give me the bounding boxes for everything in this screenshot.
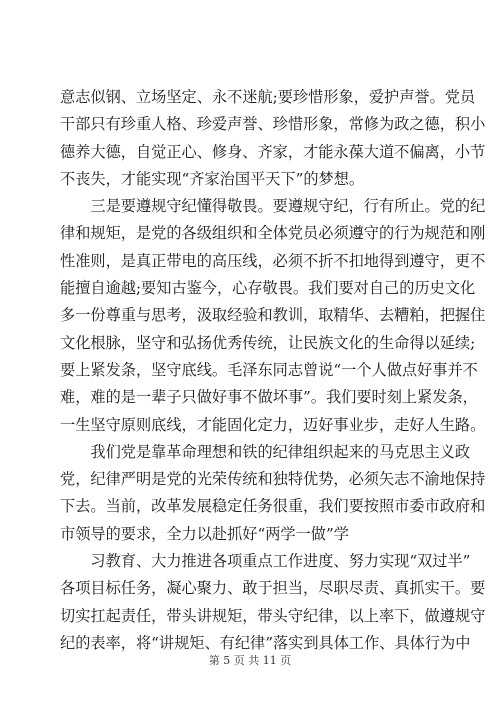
text-line: 德养大德，自觉正心、修身、齐家，才能永葆大道不偏离，小节: [60, 142, 486, 161]
text-line: 切实扛起责任，带头讲规矩，带头守纪律，以上率下，做遵规守: [60, 606, 486, 625]
text-line: 市领导的要求，全力以赴抓好“两学一做”学: [60, 524, 349, 543]
text-line: 下去。当前，改革发展稳定任务很重，我们要按照市委市政府和: [60, 497, 486, 516]
text-line: 三是要遵规守纪懂得敬畏。要遵规守纪，行有所止。党的纪: [60, 197, 486, 216]
text-line: 我们党是靠革命理想和铁的纪律组织起来的马克思主义政: [60, 442, 471, 461]
text-line: 各项目标任务，凝心聚力、敢于担当，尽职尽责、真抓实干。要: [60, 579, 486, 598]
text-line: 党，纪律严明是党的光荣传统和独特优势，必须矢志不渝地保持: [60, 470, 486, 489]
text-line: 习教育、大力推进各项重点工作进度、努力实现“双过半”: [60, 552, 471, 571]
body-text: [60, 84, 486, 657]
text-line: 能擅自逾越;要知古鉴今，心存敬畏。我们要对自己的历史文化: [60, 279, 476, 298]
text-line: 难，难的是一辈子只做好事不做坏事”。我们要时刻上紧发条，: [60, 388, 478, 407]
text-line: 干部只有珍重人格、珍爱声誉、珍惜形象，常修为政之德，积小: [60, 115, 486, 134]
text-line: 要上紧发条，坚守底线。毛泽东同志曾说“一个人做点好事并不: [60, 360, 478, 379]
page-footer: 第 5 页 共 11 页: [208, 654, 292, 667]
text-line: 性准则，是真正带电的高压线，必须不折不扣地得到遵守，更不: [60, 251, 486, 270]
text-line: 一生坚守原则底线，才能固化定力，迈好事业步，走好人生路。: [60, 415, 486, 434]
text-line: 文化根脉，坚守和弘扬优秀传统，让民族文化的生命得以延续;: [60, 333, 476, 352]
text-line: 不丧失，才能实现“齐家治国平天下”的梦想。: [60, 169, 365, 188]
text-line: 律和规矩，是党的各级组织和全体党员必须遵守的行为规范和刚: [60, 224, 486, 243]
text-line: 意志似钢、立场坚定、永不迷航;要珍惜形象，爱护声誉。党员: [60, 88, 476, 106]
text-line: 纪的表率，将“讲规矩、有纪律”落实到具体工作、具体行为中: [60, 633, 471, 652]
text-line: 多一份尊重与思考，汲取经验和教训，取精华、去糟粕，把握住: [60, 306, 486, 325]
